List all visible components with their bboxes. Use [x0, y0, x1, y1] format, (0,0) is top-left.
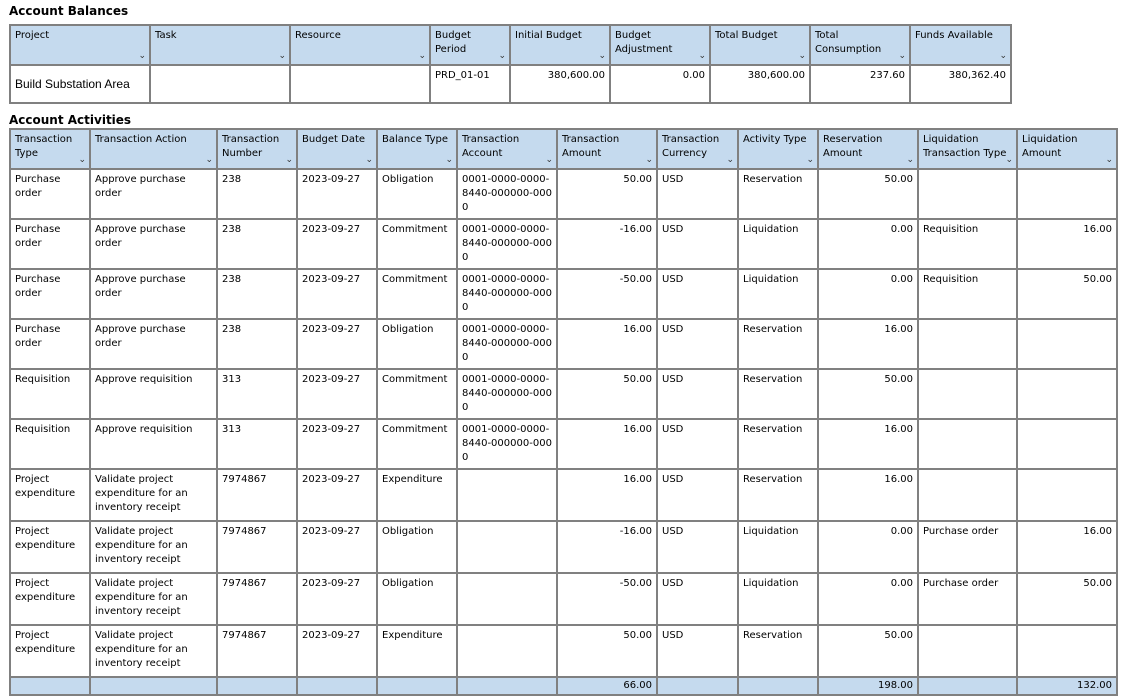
cell-transaction-number: 7974867 — [217, 625, 297, 677]
cell-transaction-currency: USD — [657, 419, 738, 469]
cell-transaction-action: Approve requisition — [90, 369, 217, 419]
cell-reservation-amount: 50.00 — [818, 169, 918, 219]
column-header-label: Liquidation Transaction Type — [923, 134, 1007, 159]
cell-transaction-account: 0001-0000-0000-8440-000000-0000 — [457, 419, 557, 469]
cell-liquidation-amount — [1017, 419, 1117, 469]
total-transaction-currency — [657, 677, 738, 695]
cell-transaction-type: Requisition — [10, 419, 90, 469]
table-row — [10, 65, 1011, 103]
column-header-label: Transaction Number — [222, 134, 280, 159]
cell-budget-date: 2023-09-27 — [297, 573, 377, 625]
column-header-transaction-action[interactable] — [90, 129, 217, 169]
column-header-label: Balance Type — [382, 134, 449, 145]
cell-transaction-amount: -16.00 — [557, 219, 657, 269]
cell-budget-period: PRD_01-01 — [430, 65, 510, 103]
chevron-down-icon[interactable]: ⌄ — [365, 155, 373, 165]
cell-project: Build Substation Area — [10, 65, 150, 103]
cell-transaction-account: 0001-0000-0000-8440-000000-0000 — [457, 219, 557, 269]
chevron-down-icon[interactable]: ⌄ — [418, 51, 426, 61]
column-header-balance-type[interactable] — [377, 129, 457, 169]
column-header-label: Transaction Amount — [562, 134, 620, 159]
column-header-label: Liquidation Amount — [1022, 134, 1078, 159]
chevron-down-icon[interactable]: ⌄ — [726, 155, 734, 165]
column-header-transaction-account[interactable] — [457, 129, 557, 169]
cell-reservation-amount: 50.00 — [818, 369, 918, 419]
cell-activity-type: Liquidation — [738, 521, 818, 573]
chevron-down-icon[interactable]: ⌄ — [498, 51, 506, 61]
cell-transaction-number: 238 — [217, 269, 297, 319]
table-row — [10, 521, 1117, 573]
cell-activity-type: Liquidation — [738, 573, 818, 625]
column-header-initial-budget[interactable] — [510, 25, 610, 65]
cell-transaction-currency: USD — [657, 573, 738, 625]
column-header-label: Activity Type — [743, 134, 807, 145]
cell-liquidation-transaction-type — [918, 469, 1017, 521]
column-header-label: Transaction Action — [95, 134, 187, 145]
cell-transaction-number: 313 — [217, 419, 297, 469]
cell-transaction-type: Project expenditure — [10, 521, 90, 573]
chevron-down-icon[interactable]: ⌄ — [598, 51, 606, 61]
cell-transaction-account — [457, 521, 557, 573]
column-header-total-budget[interactable] — [710, 25, 810, 65]
column-header-label: Budget Date — [302, 134, 366, 145]
total-liquidation-amount: 132.00 — [1017, 677, 1117, 695]
cell-activity-type: Reservation — [738, 469, 818, 521]
cell-budget-date: 2023-09-27 — [297, 369, 377, 419]
column-header-label: Task — [155, 30, 177, 41]
cell-liquidation-amount — [1017, 625, 1117, 677]
cell-transaction-account — [457, 625, 557, 677]
cell-transaction-account: 0001-0000-0000-8440-000000-0000 — [457, 369, 557, 419]
cell-transaction-type: Purchase order — [10, 269, 90, 319]
cell-liquidation-transaction-type — [918, 369, 1017, 419]
chevron-down-icon[interactable]: ⌄ — [999, 51, 1007, 61]
cell-initial-budget: 380,600.00 — [510, 65, 610, 103]
cell-transaction-currency: USD — [657, 469, 738, 521]
table-row — [10, 419, 1117, 469]
chevron-down-icon[interactable]: ⌄ — [898, 51, 906, 61]
column-header-budget-date[interactable] — [297, 129, 377, 169]
cell-transaction-amount: 16.00 — [557, 469, 657, 521]
table-row — [10, 625, 1117, 677]
cell-transaction-number: 7974867 — [217, 469, 297, 521]
cell-balance-type: Obligation — [377, 169, 457, 219]
total-transaction-action — [90, 677, 217, 695]
chevron-down-icon[interactable]: ⌄ — [698, 51, 706, 61]
column-header-liquidation-transaction-type[interactable] — [918, 129, 1017, 169]
column-header-label: Resource — [295, 30, 341, 41]
cell-transaction-number: 238 — [217, 319, 297, 369]
cell-activity-type: Reservation — [738, 419, 818, 469]
cell-funds-available: 380,362.40 — [910, 65, 1011, 103]
table-row — [10, 369, 1117, 419]
account-balances-title: Account Balances — [9, 4, 129, 18]
cell-transaction-action: Validate project expenditure for an inventory receipt — [90, 469, 217, 521]
cell-transaction-action: Validate project expenditure for an inventory receipt — [90, 573, 217, 625]
cell-reservation-amount: 0.00 — [818, 269, 918, 319]
total-liquidation-transaction-type — [918, 677, 1017, 695]
cell-liquidation-amount — [1017, 369, 1117, 419]
cell-transaction-action: Validate project expenditure for an inventory receipt — [90, 625, 217, 677]
cell-transaction-amount: 50.00 — [557, 169, 657, 219]
cell-budget-date: 2023-09-27 — [297, 625, 377, 677]
cell-liquidation-transaction-type — [918, 625, 1017, 677]
chevron-down-icon[interactable]: ⌄ — [1105, 155, 1113, 165]
cell-transaction-number: 238 — [217, 169, 297, 219]
cell-liquidation-transaction-type: Requisition — [918, 219, 1017, 269]
cell-budget-date: 2023-09-27 — [297, 269, 377, 319]
cell-transaction-amount: 16.00 — [557, 319, 657, 369]
cell-liquidation-amount: 16.00 — [1017, 219, 1117, 269]
cell-liquidation-amount — [1017, 319, 1117, 369]
column-header-label: Total Consumption — [815, 30, 882, 55]
chevron-down-icon[interactable]: ⌄ — [445, 155, 453, 165]
cell-balance-type: Obligation — [377, 319, 457, 369]
cell-transaction-action: Approve purchase order — [90, 269, 217, 319]
cell-transaction-currency: USD — [657, 219, 738, 269]
column-header-label: Budget Adjustment — [615, 30, 673, 55]
cell-transaction-amount: -16.00 — [557, 521, 657, 573]
cell-transaction-type: Project expenditure — [10, 625, 90, 677]
column-header-transaction-number[interactable] — [217, 129, 297, 169]
table-row — [10, 469, 1117, 521]
cell-activity-type: Reservation — [738, 625, 818, 677]
cell-budget-date: 2023-09-27 — [297, 419, 377, 469]
cell-liquidation-amount — [1017, 169, 1117, 219]
column-header-task[interactable] — [150, 25, 290, 65]
cell-transaction-type: Project expenditure — [10, 573, 90, 625]
cell-balance-type: Commitment — [377, 269, 457, 319]
column-header-label: Total Budget — [715, 30, 778, 41]
cell-reservation-amount: 16.00 — [818, 319, 918, 369]
total-transaction-number — [217, 677, 297, 695]
cell-transaction-type: Purchase order — [10, 319, 90, 369]
cell-reservation-amount: 0.00 — [818, 573, 918, 625]
cell-budget-date: 2023-09-27 — [297, 521, 377, 573]
column-header-label: Transaction Type — [15, 134, 73, 159]
table-row — [10, 573, 1117, 625]
column-header-transaction-type[interactable] — [10, 129, 90, 169]
cell-transaction-type: Project expenditure — [10, 469, 90, 521]
cell-total-consumption: 237.60 — [810, 65, 910, 103]
cell-balance-type: Commitment — [377, 419, 457, 469]
cell-activity-type: Reservation — [738, 169, 818, 219]
cell-transaction-action: Validate project expenditure for an inventory receipt — [90, 521, 217, 573]
account-activities-title: Account Activities — [9, 113, 132, 127]
cell-liquidation-amount — [1017, 469, 1117, 521]
column-header-reservation-amount[interactable] — [818, 129, 918, 169]
cell-budget-date: 2023-09-27 — [297, 169, 377, 219]
cell-transaction-action: Approve requisition — [90, 419, 217, 469]
cell-transaction-amount: -50.00 — [557, 573, 657, 625]
chevron-down-icon[interactable]: ⌄ — [78, 155, 86, 165]
chevron-down-icon[interactable]: ⌄ — [278, 51, 286, 61]
cell-balance-type: Expenditure — [377, 625, 457, 677]
cell-transaction-type: Requisition — [10, 369, 90, 419]
cell-transaction-account — [457, 469, 557, 521]
cell-liquidation-transaction-type — [918, 419, 1017, 469]
total-activity-type — [738, 677, 818, 695]
cell-transaction-action: Approve purchase order — [90, 319, 217, 369]
column-header-resource[interactable] — [290, 25, 430, 65]
cell-balance-type: Commitment — [377, 219, 457, 269]
cell-balance-type: Obligation — [377, 521, 457, 573]
column-header-label: Transaction Currency — [662, 134, 720, 159]
column-header-label: Funds Available — [915, 30, 993, 41]
total-budget-date — [297, 677, 377, 695]
cell-activity-type: Reservation — [738, 319, 818, 369]
cell-liquidation-amount: 50.00 — [1017, 573, 1117, 625]
totals-row — [10, 677, 1117, 695]
total-reservation-amount: 198.00 — [818, 677, 918, 695]
column-header-budget-adjustment[interactable] — [610, 25, 710, 65]
cell-budget-date: 2023-09-27 — [297, 319, 377, 369]
cell-transaction-account — [457, 573, 557, 625]
column-header-funds-available[interactable] — [910, 25, 1011, 65]
cell-liquidation-amount: 16.00 — [1017, 521, 1117, 573]
cell-budget-date: 2023-09-27 — [297, 469, 377, 521]
chevron-down-icon[interactable]: ⌄ — [806, 155, 814, 165]
account-activities-table — [9, 128, 1118, 696]
cell-transaction-currency: USD — [657, 269, 738, 319]
cell-liquidation-transaction-type — [918, 169, 1017, 219]
chevron-down-icon[interactable]: ⌄ — [798, 51, 806, 61]
cell-reservation-amount: 16.00 — [818, 419, 918, 469]
chevron-down-icon[interactable]: ⌄ — [545, 155, 553, 165]
cell-transaction-type: Purchase order — [10, 169, 90, 219]
chevron-down-icon[interactable]: ⌄ — [205, 155, 213, 165]
column-header-transaction-currency[interactable] — [657, 129, 738, 169]
account-balances-table — [9, 24, 1012, 104]
cell-balance-type: Expenditure — [377, 469, 457, 521]
cell-transaction-type: Purchase order — [10, 219, 90, 269]
total-balance-type — [377, 677, 457, 695]
table-row — [10, 269, 1117, 319]
cell-liquidation-transaction-type: Purchase order — [918, 521, 1017, 573]
total-transaction-type — [10, 677, 90, 695]
cell-balance-type: Commitment — [377, 369, 457, 419]
cell-transaction-number: 7974867 — [217, 521, 297, 573]
chevron-down-icon[interactable]: ⌄ — [645, 155, 653, 165]
cell-task — [150, 65, 290, 103]
cell-transaction-currency: USD — [657, 521, 738, 573]
cell-budget-date: 2023-09-27 — [297, 219, 377, 269]
column-header-budget-period[interactable] — [430, 25, 510, 65]
table-row — [10, 219, 1117, 269]
cell-reservation-amount: 0.00 — [818, 219, 918, 269]
cell-activity-type: Reservation — [738, 369, 818, 419]
cell-transaction-number: 238 — [217, 219, 297, 269]
cell-transaction-amount: 50.00 — [557, 625, 657, 677]
cell-transaction-currency: USD — [657, 319, 738, 369]
column-header-liquidation-amount[interactable] — [1017, 129, 1117, 169]
column-header-transaction-amount[interactable] — [557, 129, 657, 169]
cell-reservation-amount: 0.00 — [818, 521, 918, 573]
cell-transaction-amount: -50.00 — [557, 269, 657, 319]
column-header-total-consumption[interactable] — [810, 25, 910, 65]
column-header-project[interactable] — [10, 25, 150, 65]
cell-balance-type: Obligation — [377, 573, 457, 625]
column-header-label: Reservation Amount — [823, 134, 883, 159]
cell-transaction-account: 0001-0000-0000-8440-000000-0000 — [457, 269, 557, 319]
cell-activity-type: Liquidation — [738, 269, 818, 319]
cell-transaction-amount: 50.00 — [557, 369, 657, 419]
chevron-down-icon[interactable]: ⌄ — [1005, 155, 1013, 165]
cell-budget-adjustment: 0.00 — [610, 65, 710, 103]
column-header-label: Initial Budget — [515, 30, 582, 41]
cell-liquidation-transaction-type: Purchase order — [918, 573, 1017, 625]
chevron-down-icon[interactable]: ⌄ — [285, 155, 293, 165]
cell-liquidation-amount: 50.00 — [1017, 269, 1117, 319]
cell-total-budget: 380,600.00 — [710, 65, 810, 103]
cell-reservation-amount: 16.00 — [818, 469, 918, 521]
cell-activity-type: Liquidation — [738, 219, 818, 269]
cell-transaction-currency: USD — [657, 625, 738, 677]
cell-liquidation-transaction-type: Requisition — [918, 269, 1017, 319]
cell-transaction-action: Approve purchase order — [90, 219, 217, 269]
cell-transaction-number: 313 — [217, 369, 297, 419]
cell-reservation-amount: 50.00 — [818, 625, 918, 677]
cell-transaction-action: Approve purchase order — [90, 169, 217, 219]
cell-liquidation-transaction-type — [918, 319, 1017, 369]
column-header-label: Budget Period — [435, 30, 471, 55]
column-header-label: Transaction Account — [462, 134, 520, 159]
cell-transaction-currency: USD — [657, 369, 738, 419]
table-row — [10, 319, 1117, 369]
cell-transaction-currency: USD — [657, 169, 738, 219]
cell-transaction-number: 7974867 — [217, 573, 297, 625]
chevron-down-icon[interactable]: ⌄ — [138, 51, 146, 61]
cell-resource — [290, 65, 430, 103]
cell-transaction-account: 0001-0000-0000-8440-000000-0000 — [457, 319, 557, 369]
column-header-activity-type[interactable] — [738, 129, 818, 169]
table-row — [10, 169, 1117, 219]
column-header-label: Project — [15, 30, 50, 41]
total-transaction-amount: 66.00 — [557, 677, 657, 695]
chevron-down-icon[interactable]: ⌄ — [906, 155, 914, 165]
cell-transaction-amount: 16.00 — [557, 419, 657, 469]
total-transaction-account — [457, 677, 557, 695]
cell-transaction-account: 0001-0000-0000-8440-000000-0000 — [457, 169, 557, 219]
